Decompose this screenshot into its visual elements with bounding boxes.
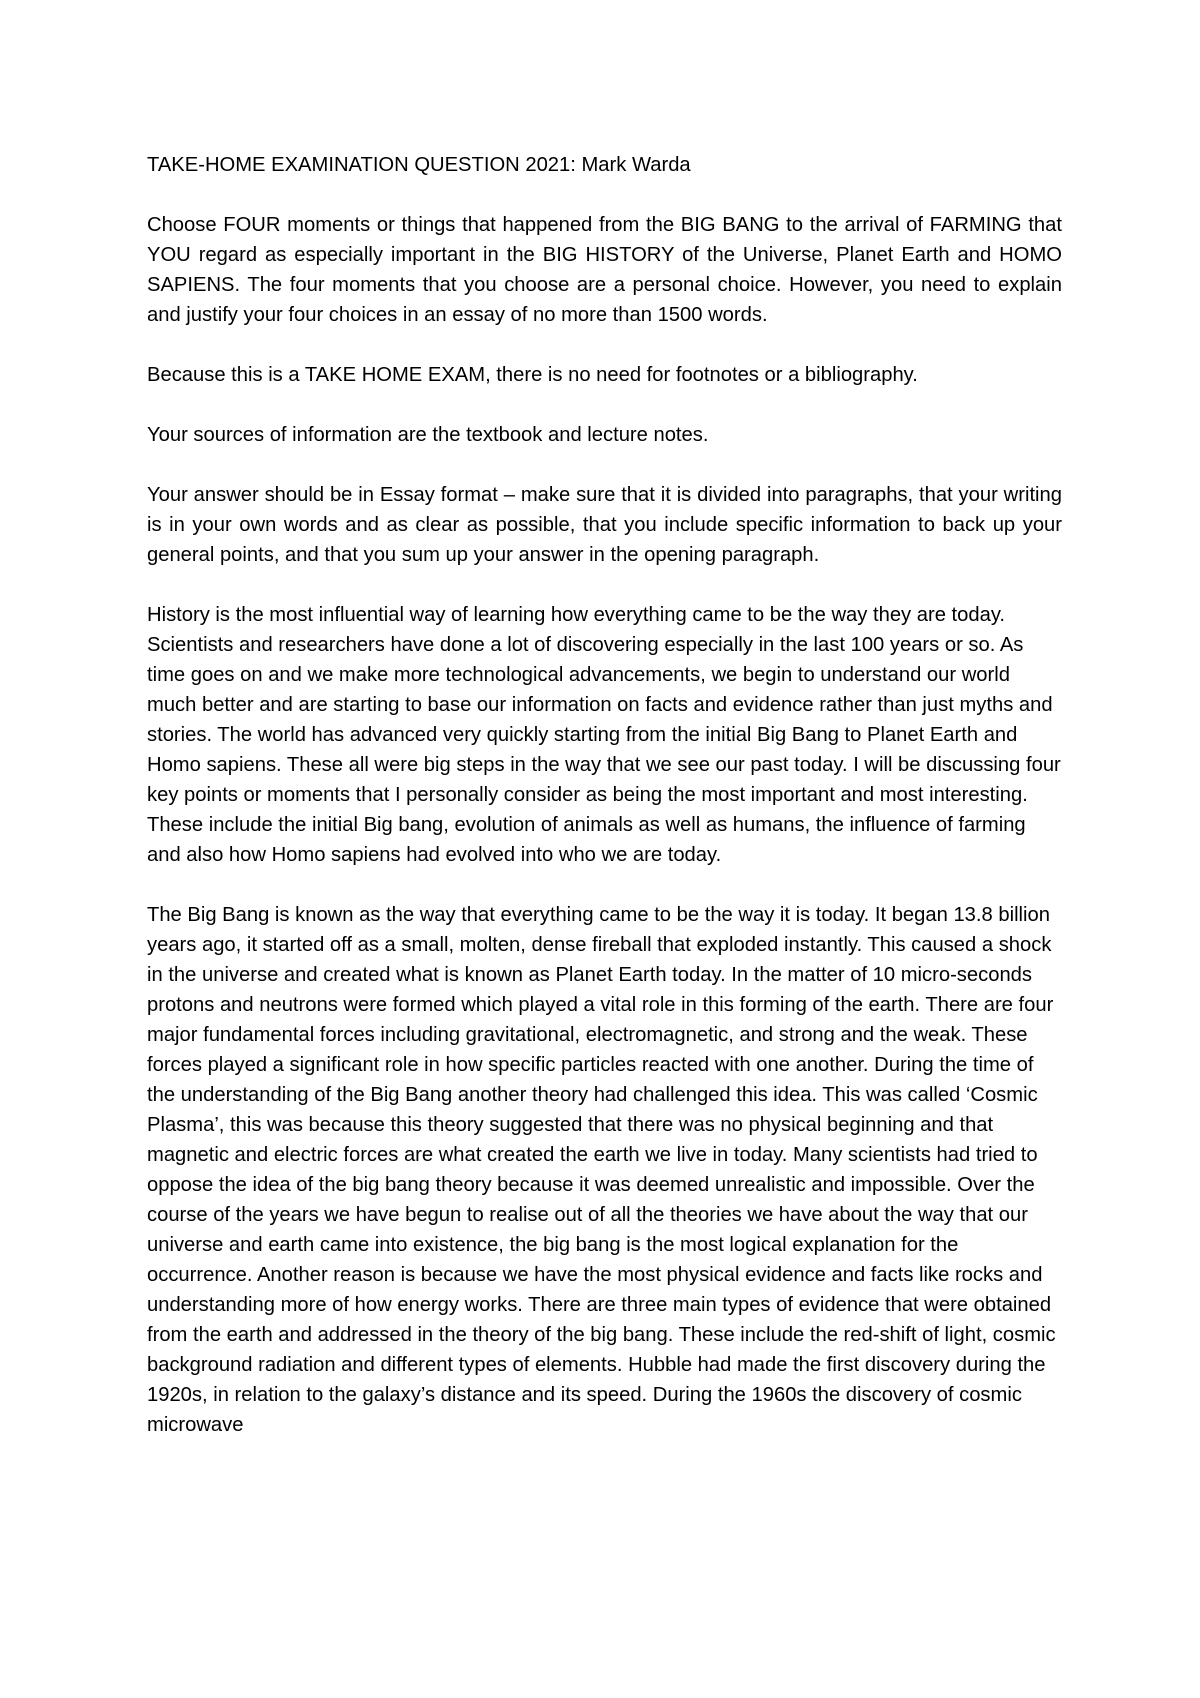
essay-intro-paragraph: History is the most influential way of learning how everything came to be the way they are today. Scientists and researchers have done a lot of discovering especially in the last 100 years or so. As time goes on and we make more technological advancements, we begin to understand our world much better and are starting to base our information on facts and evidence rather than just myths and stories. The world has advanced very quickly starting from the initial Big Bang to Planet Earth and Homo sapiens. These all were big steps in the way that we see our past today. I will be discussing four key points or moments that I personally consider as being the most important and most interesting. These include the initial Big bang, evolution of animals as well as humans, the influence of farming and also how Homo sapiens had evolved into who we are today. [147, 604, 1061, 866]
essay-big-bang-paragraph: The Big Bang is known as the way that everything came to be the way it is today. It began 13.8 billion years ago, it started off as a small, molten, dense fireball that exploded instantly. This caused a shock in the universe and created what is known as Planet Earth today. In the matter of 10 micro-seconds protons and neutrons were formed which played a vital role in this forming of the earth. There are four major fundamental forces including gravitational, electromagnetic, and strong and the weak. These forces played a significant role in how specific particles reacted with one another. During the time of the understanding of the Big Bang another theory had challenged this idea. This was called ‘Cosmic Plasma’, this was because this theory suggested that there was no physical beginning and that magnetic and electric forces are what created the earth we live in today. Many scientists had tried to oppose the idea of the big bang theory because it was deemed unrealistic and impossible. Over the course of the years we have begun to realise out of all the theories we have about the way that our universe and earth came into existence, the big bang is the most logical explanation for the occurrence. Another reason is because we have the most physical evidence and facts like rocks and understanding more of how energy works. There are three main types of evidence that were obtained from the earth and addressed in the theory of the big bang. These include the red-shift of light, cosmic background radiation and different types of elements. Hubble had made the first discovery during the 1920s, in relation to the galaxy’s distance and its speed. During the 1960s the discovery of cosmic microwave [147, 904, 1056, 1436]
document-title: TAKE-HOME EXAMINATION QUESTION 2021: Mark Warda [147, 154, 691, 176]
sources-paragraph: Your sources of information are the textbook and lecture notes. [147, 424, 709, 446]
no-footnotes-paragraph: Because this is a TAKE HOME EXAM, there is no need for footnotes or a bibliography. [147, 364, 918, 386]
question-paragraph: Choose FOUR moments or things that happened from the BIG BANG to the arrival of FARMING that YOU regard as especially important in the BIG HISTORY of the Universe, Planet Earth and HOMO SAPIENS. The four moments that you choose are a personal choice. However, you need to explain and justify your four choices in an essay of no more than 1500 words. [147, 214, 1062, 326]
format-paragraph: Your answer should be in Essay format – make sure that it is divided into paragraphs, that your writing is in your own words and as clear as possible, that you include specific information to back up your general points, and that you sum up your answer in the opening paragraph. [147, 484, 1062, 566]
